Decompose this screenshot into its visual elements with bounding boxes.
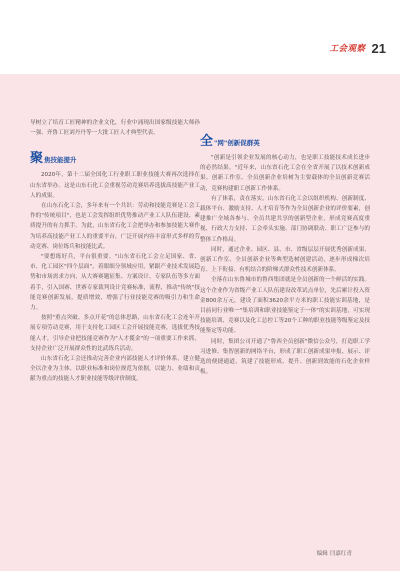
intro-paragraph: 导树立了培育工匠精神的企业文化，行业中涌现出国家级技能大师孙一强、齐鲁工匠刘丹丹等一大批工匠人才典型代表。 xyxy=(30,120,200,137)
paragraph: 同时，通过企业、园区、县、市、省级层层开展优秀创新成果、创新工作室、全员创新企业等典型选树创建活动，逐步形成梯次培育、上下衔接、有机结合的阶梯式群众性技术创新体系。 xyxy=(200,246,370,274)
paragraph: 全落在山东鲁城市的鲁西集团就是全员创新的一个鲜活的实践。这个企业作为省级产业工人队伍建设改革试点单位，先后累计投入资金800余万元，建设了面积3620余平方米的职工技能实训基地，是目前同行业唯一"集培训和职业技能鉴定于一体"的实训基地，可实现技能培训、竞赛以及化工总控工等20个工种的职业技能等级鉴定及技能鉴定等功能。 xyxy=(200,277,370,335)
section-heading-char: 聚 xyxy=(30,151,44,167)
paragraph: "要想练好兵，平台很重要。"山东省石化工会立足国家、省、市、化工园区"四个层面"，着眼细分领域应用，紧跟产业技术发展趋势和市场需求方向，从大赛赛题征集、方案设计、专家队伍等多方面着手，引入国赛、世赛专家裁判设计竞赛标准，流程，推动"传统"技能竞赛创新发展，提质增效，增强了行业技能竞赛的吸引力和生命力。 xyxy=(30,254,200,312)
paragraph: 有了体系，责在落实。山东省石化工会以组织机构、创新制度、载体平台、激励支持、人才培育等作为全员创新企业的评价要素，创建推广全域各参与、全员共建共享的创新型企业，形成竞赛高度重视、行政大力支持、工会牵头实施、部门协调联动、职工广泛参与的整体工作格局。 xyxy=(200,195,370,243)
paragraph: 山东省石化工会还推动完善企业内部技能人才评价体系，建立健全以企业为主体、以职业标准和岗位规范为依据，以能力、业绩和贡献为重点的技能人才职业技能等级评价制度。 xyxy=(30,356,200,383)
right-column xyxy=(200,135,370,377)
paragraph: "创新是引领企业发展的核心动力，也是职工技能技术成长进步的必然结果。"近年来，山东省石化工会在全省开展了以技术创新成果、创新工作室、全员创新企业培树为主要载体的全员创新竞赛活动，竞赛构建职工创新工作体系。 xyxy=(200,155,370,192)
section-heading-left xyxy=(30,152,200,166)
paragraph: 同时，集团公司开通了"鲁西全员创新"微信公众号，打造职工学习进修、集智创新的网络平台，形成了职工创新成果申报、展示、评选的便捷通道，筑建了技能形成、提升、创新到效能的石化企业样板。 xyxy=(200,338,370,376)
paragraph: 按照"重点突破、多点开花"的总体思路，山东省石化工会连年开展专项劳动竞赛，用于支持化工园区工会开展技能竞赛，选拔优秀技能人才，引导企业把技能竞赛作为"人才揽金"的一项重要工作来抓，支持企业广泛开展群众性的比武练兵活动。 xyxy=(30,315,200,352)
section-heading-text: "网"创新促群英 xyxy=(214,139,260,147)
paragraph: 2020年，第十二届全国化工行业职工职业技能大赛再次选择在山东省举办。这是山东石化工会重视劳动竞赛培养选拔高技能产业工人的成果。 xyxy=(30,172,200,199)
editor-credit: 编辑 闫嘉红青 xyxy=(316,551,352,557)
section-tag: 工会观察 xyxy=(329,44,366,54)
section-heading-right xyxy=(200,135,370,149)
paragraph: 在山东石化工会，多年来有一个共识：劳动和技能竞赛是工会工作的"传统项目"，也是工会发挥组织优势推动产业工人队伍建设、素质提升的有力抓手。为此，山东省石化工会把举办和参加技能大赛作为培养高技能产业工人的重要平台，广泛开展内容丰富形式多样的劳动竞赛、岗位练兵和技能比武。 xyxy=(30,203,200,250)
left-column xyxy=(30,118,200,385)
section-heading-char: 全 xyxy=(200,134,214,149)
section-heading-text: 焦技能提升 xyxy=(44,156,77,165)
page-number: 21 xyxy=(371,40,386,56)
page-header xyxy=(330,40,386,56)
